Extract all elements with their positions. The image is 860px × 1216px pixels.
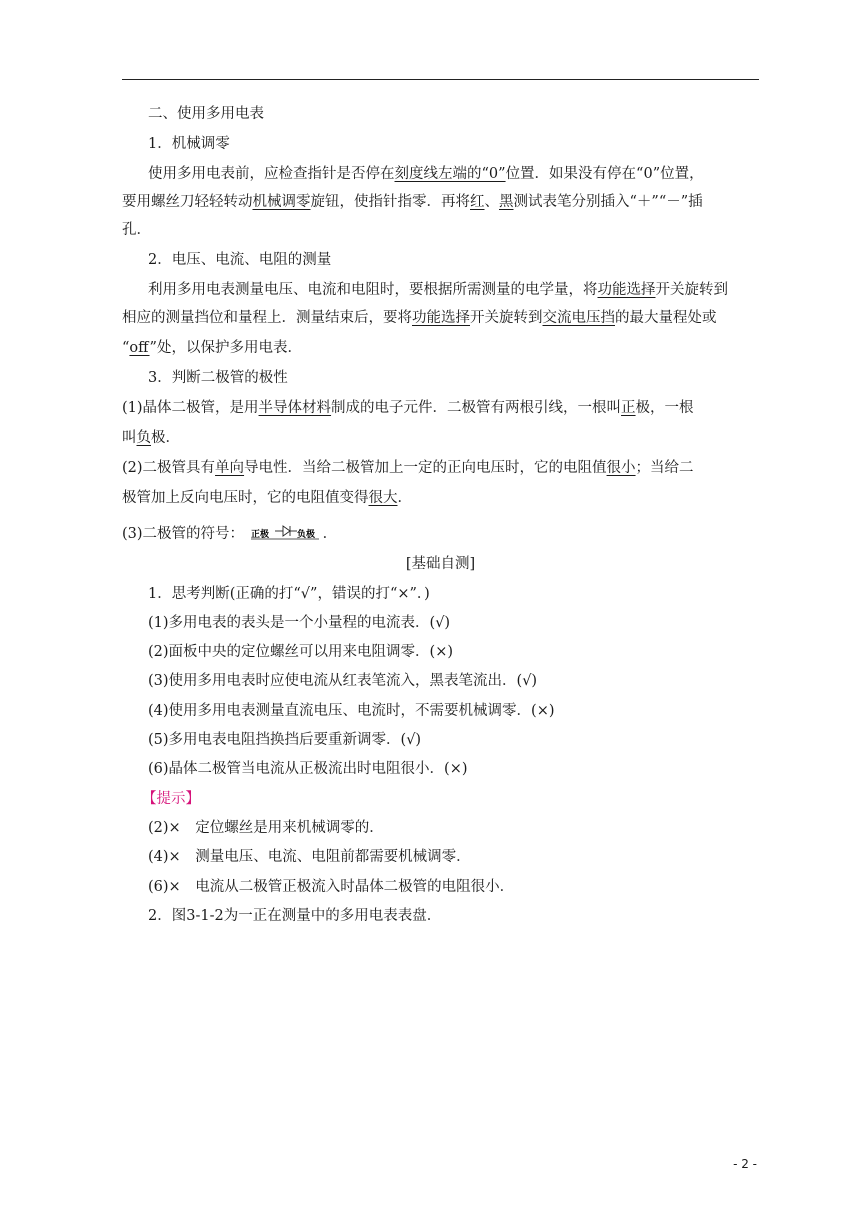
question-1: 1．思考判断(正确的打“√”，错误的打“×”．) [148,586,430,602]
paragraph-2-line-3: “off”处，以保护多用电表． [122,340,302,356]
judgement-item: (3)使用多用电表时应使电流从红表笔流入，黑表笔流出．(√) [148,673,538,689]
judgement-item: (5)多用电表电阻挡换挡后要重新调零．(√) [148,732,422,748]
paragraph-2-line-1: 利用多用电表测量电压、电流和电阻时，要根据所需测量的电学量，将功能选择开关旋转到 [148,282,728,298]
subsection-1-heading: 1．机械调零 [148,136,230,152]
item-1-line-1: (1)晶体二极管，是用半导体材料制成的电子元件．二极管有两根引线，一根叫正极，一根 [122,400,694,416]
tip-label: 【提示】 [142,791,200,807]
item-1-line-2: 叫负极． [122,430,180,446]
item-3-line: (3)二极管的符号： 正极 负极 ． [122,522,337,544]
judgement-item: (1)多用电表的表头是一个小量程的电流表．(√) [148,615,451,631]
tip-item: (6)× 电流从二极管正极流入时晶体二极管的电阻很小． [148,879,515,895]
section-title: 二、使用多用电表 [148,106,264,122]
paragraph-1-line-3: 孔． [122,222,151,238]
diode-positive-label: 正极 [250,530,269,540]
question-2: 2．图3-1-2为一正在测量中的多用电表表盘． [148,908,442,924]
judgement-item: (2)面板中央的定位螺丝可以用来电阻调零．(×) [148,644,454,660]
selftest-heading: [基础自测] [405,556,476,572]
diode-negative-label: 负极 [296,530,315,540]
page-number: - 2 - [733,1157,757,1171]
judgement-item: (4)使用多用电表测量直流电压、电流时，不需要机械调零．(×) [148,703,555,719]
subsection-2-heading: 2．电压、电流、电阻的测量 [148,252,332,268]
judgement-item: (6)晶体二极管当电流从正极流出时电阻很小．(×) [148,761,468,777]
paragraph-2-line-2: 相应的测量挡位和量程上．测量结束后，要将功能选择开关旋转到交流电压挡的最大量程处或 [122,310,717,326]
item-2-line-2: 极管加上反向电压时，它的电阻值变得很大． [122,490,412,506]
item-2-line-1: (2)二极管具有单向导电性．当给二极管加上一定的正向电压时，它的电阻值很小；当给二 [122,460,694,476]
header-rule [122,79,759,80]
tip-item: (2)× 定位螺丝是用来机械调零的． [148,820,384,836]
diode-symbol [249,522,323,542]
paragraph-1-line-1: 使用多用电表前，应检查指针是否停在刻度线左端的“0”位置．如果没有停在“0”位置， [148,166,704,182]
subsection-3-heading: 3．判断二极管的极性 [148,370,288,386]
paragraph-1-line-2: 要用螺丝刀轻轻转动机械调零旋钮，使指针指零．再将红、黑测试表笔分别插入“＋”“－”插 [122,194,703,210]
tip-item: (4)× 测量电压、电流、电阻前都需要机械调零． [148,849,471,865]
